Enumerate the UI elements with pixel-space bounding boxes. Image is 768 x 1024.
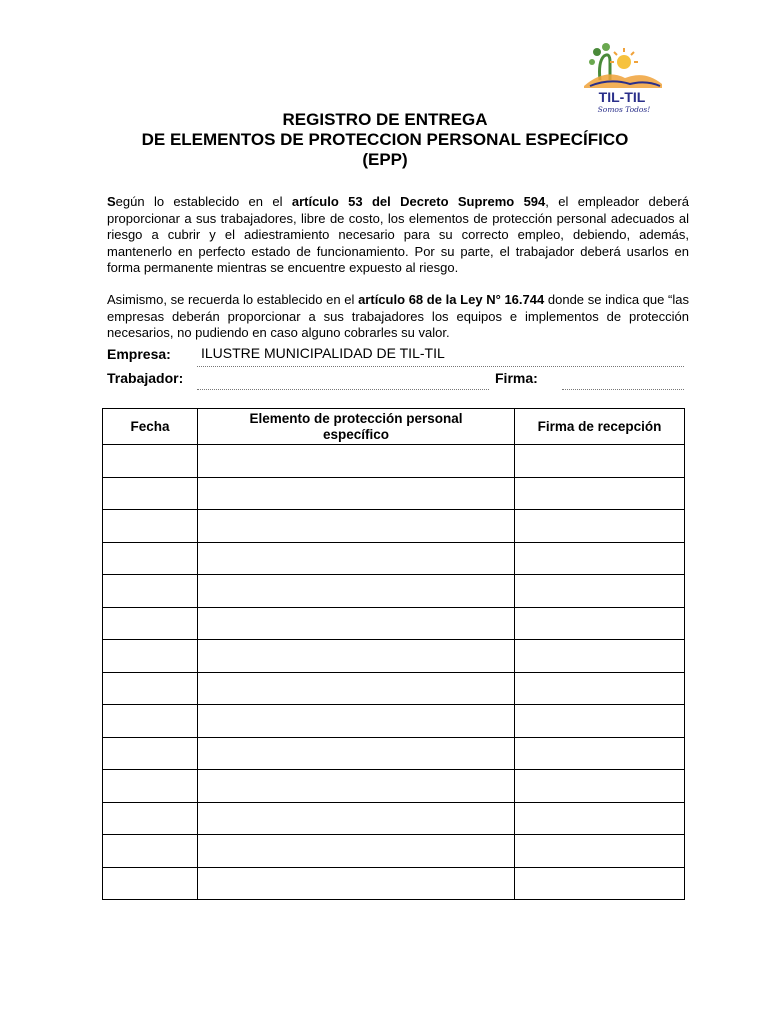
- table-row: [103, 575, 685, 608]
- cell-fecha[interactable]: [103, 542, 198, 575]
- title-line-2: DE ELEMENTOS DE PROTECCION PERSONAL ESPECÍFICO: [141, 130, 629, 149]
- cell-firma[interactable]: [515, 607, 685, 640]
- document-title: [100, 110, 670, 170]
- cell-elemento[interactable]: [198, 445, 515, 478]
- cell-firma[interactable]: [515, 477, 685, 510]
- table-row: [103, 835, 685, 868]
- law-text-1: Asimismo, se recuerda lo establecido en el: [107, 292, 359, 307]
- cactus-icon: [589, 43, 610, 80]
- law-bold-reference: artículo 68 de la Ley N° 16.744: [358, 292, 545, 307]
- cell-fecha[interactable]: [103, 640, 198, 673]
- table-header-row: [103, 409, 685, 445]
- cell-elemento[interactable]: [198, 802, 515, 835]
- law-paragraph: [107, 292, 689, 342]
- intro-text-1: egún lo establecido en el: [115, 194, 292, 209]
- cell-firma[interactable]: [515, 542, 685, 575]
- title-line-3: (EPP): [362, 150, 408, 169]
- cell-elemento[interactable]: [198, 835, 515, 868]
- cell-elemento[interactable]: [198, 737, 515, 770]
- cell-fecha[interactable]: [103, 672, 198, 705]
- cell-elemento[interactable]: [198, 575, 515, 608]
- cell-firma[interactable]: [515, 575, 685, 608]
- table-row: [103, 705, 685, 738]
- cell-elemento[interactable]: [198, 672, 515, 705]
- sun-icon: [610, 48, 638, 69]
- drop-letter: S: [107, 194, 116, 209]
- cell-fecha[interactable]: [103, 607, 198, 640]
- intro-text-2: , el empleador deberá proporcionar a sus trabajadores, libre de costo, los elementos de protección personal adecuados al riesgo a cubrir y el adiestramiento necesario para su correcto empleo, debiendo, además, mantenerlo en perfecto estado de funcionamiento. Por su parte, el trabajador deberá usarlos en forma permanente mientras se encuentre expuesto al riesgo.: [107, 194, 689, 275]
- table-row: [103, 477, 685, 510]
- cell-elemento[interactable]: [198, 607, 515, 640]
- cell-firma[interactable]: [515, 867, 685, 900]
- cell-fecha[interactable]: [103, 575, 198, 608]
- header-firma-recepcion: Firma de recepción: [515, 409, 685, 445]
- table-row: [103, 802, 685, 835]
- delivery-table: [102, 408, 685, 900]
- table-row: [103, 445, 685, 478]
- trabajador-field-line[interactable]: [197, 389, 489, 390]
- cell-fecha[interactable]: [103, 477, 198, 510]
- cell-elemento[interactable]: [198, 542, 515, 575]
- table-row: [103, 510, 685, 543]
- table-body: [103, 445, 685, 900]
- cell-fecha[interactable]: [103, 835, 198, 868]
- cell-fecha[interactable]: [103, 867, 198, 900]
- trabajador-label: Trabajador:: [107, 370, 184, 386]
- cell-firma[interactable]: [515, 770, 685, 803]
- empresa-label: Empresa:: [107, 346, 171, 362]
- table-row: [103, 770, 685, 803]
- til-til-logo: [580, 40, 665, 116]
- firma-field-line[interactable]: [562, 389, 684, 390]
- table-row: [103, 607, 685, 640]
- cell-elemento[interactable]: [198, 510, 515, 543]
- intro-paragraph: [107, 194, 689, 277]
- cell-elemento[interactable]: [198, 867, 515, 900]
- cell-firma[interactable]: [515, 835, 685, 868]
- cell-fecha[interactable]: [103, 510, 198, 543]
- cell-elemento[interactable]: [198, 770, 515, 803]
- table-row: [103, 867, 685, 900]
- cell-fecha[interactable]: [103, 705, 198, 738]
- svg-text:TIL-TIL: TIL-TIL: [598, 89, 646, 105]
- cell-elemento[interactable]: [198, 705, 515, 738]
- cell-firma[interactable]: [515, 802, 685, 835]
- cell-elemento[interactable]: [198, 640, 515, 673]
- svg-text:Somos Todos!: Somos Todos!: [597, 105, 651, 114]
- table-row: [103, 542, 685, 575]
- law-text-2: donde se indica que “las empresas deberán proporcionar a sus trabajadores los equipos e implementos de protección necesarios, no pudiendo en caso alguno cobrarles su valor.: [107, 292, 690, 340]
- empresa-field-line: [197, 366, 684, 367]
- cell-firma[interactable]: [515, 445, 685, 478]
- header-fecha: Fecha: [103, 409, 198, 445]
- cell-fecha[interactable]: [103, 770, 198, 803]
- cell-fecha[interactable]: [103, 802, 198, 835]
- firma-label: Firma:: [495, 370, 538, 386]
- cell-firma[interactable]: [515, 640, 685, 673]
- cell-firma[interactable]: [515, 705, 685, 738]
- intro-bold-reference: artículo 53 del Decreto Supremo 594: [291, 194, 546, 209]
- header-elemento: Elemento de protección personal específico: [198, 409, 515, 445]
- cell-elemento[interactable]: [198, 477, 515, 510]
- empresa-value: ILUSTRE MUNICIPALIDAD DE TIL-TIL: [201, 345, 445, 361]
- cell-firma[interactable]: [515, 672, 685, 705]
- cell-fecha[interactable]: [103, 737, 198, 770]
- title-line-1: REGISTRO DE ENTREGA: [282, 110, 488, 129]
- cell-firma[interactable]: [515, 737, 685, 770]
- cell-fecha[interactable]: [103, 445, 198, 478]
- table-row: [103, 672, 685, 705]
- hills-icon: [584, 74, 662, 88]
- cell-firma[interactable]: [515, 510, 685, 543]
- table-row: [103, 640, 685, 673]
- table-row: [103, 737, 685, 770]
